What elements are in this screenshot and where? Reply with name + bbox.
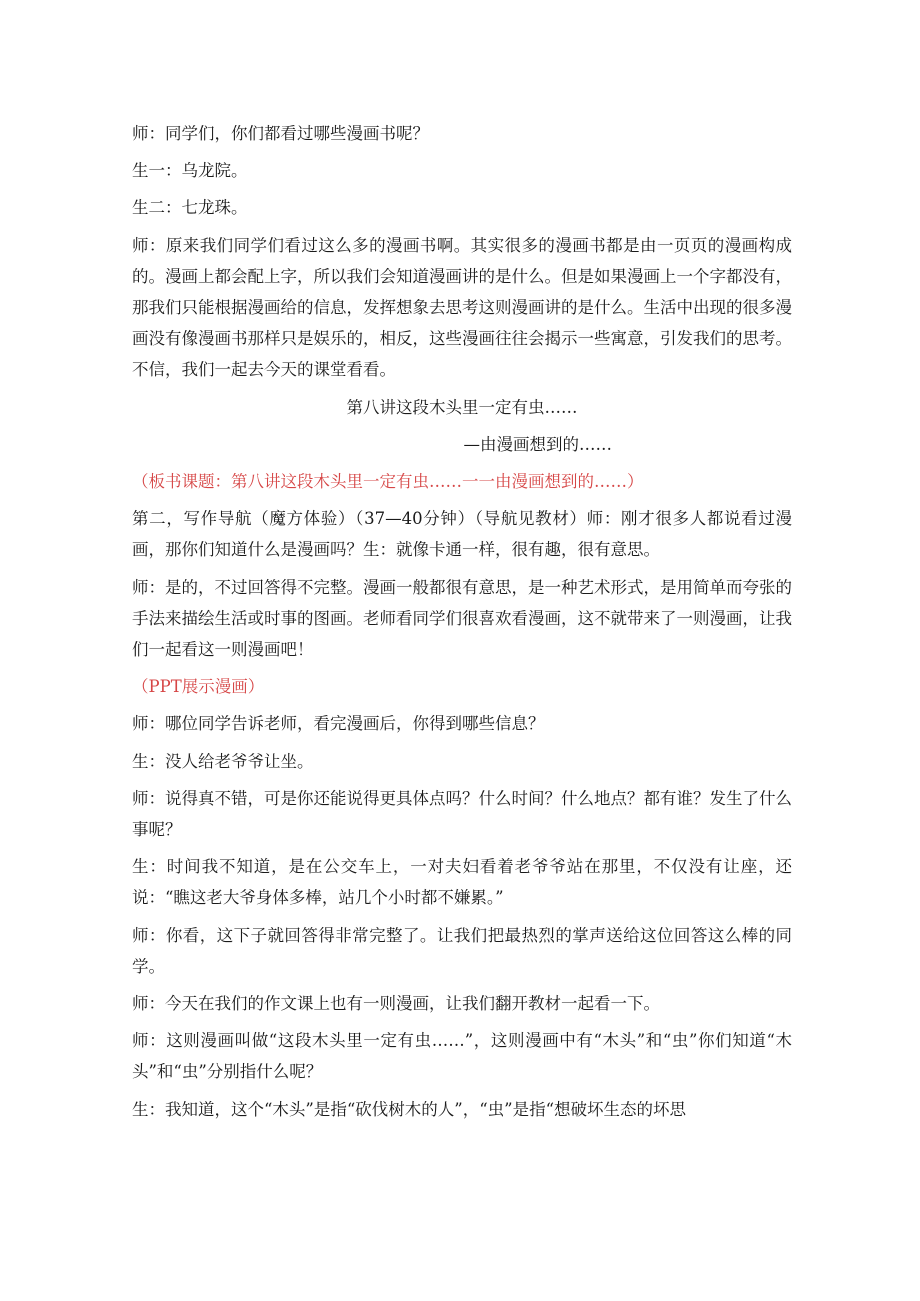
paragraph-teacher-praise: 师：你看，这下子就回答得非常完整了。让我们把最热烈的掌声送给这位回答这么棒的同学。	[132, 925, 792, 976]
lesson-subtitle: —由漫画想到的……	[463, 434, 612, 454]
paragraph-teacher-followup: 师：说得真不错，可是你还能说得更具体点吗？什么时间？什么地点？都有谁？发生了什么事呢？	[132, 788, 792, 840]
paragraph-teacher-question: 师：同学们，你们都看过哪些漫画书呢？	[132, 124, 429, 143]
paragraph-student-answer: 生：没人给老爷爷让坐。	[132, 751, 314, 771]
paragraph-teacher-comic-question: 师：这则漫画叫做“这段木头里一定有虫……”，这则漫画中有“木头”和“虫”你们知道“木头”和“虫”分别指什么呢？	[132, 1031, 792, 1082]
paragraph-student-explanation: 生：我知道，这个“木头”是指“砍伐树木的人”，“虫”是指“想破坏生态的坏思	[132, 1099, 687, 1119]
board-topic-note: （板书课题：第八讲这段木头里一定有虫……一一由漫画想到的……）	[132, 472, 644, 492]
paragraph-teacher-info-question: 师：哪位同学告诉老师，看完漫画后，你得到哪些信息？	[132, 714, 545, 734]
paragraph-teacher-textbook: 师：今天在我们的作文课上也有一则漫画，让我们翻开教材一起看一下。	[132, 994, 660, 1014]
paragraph-writing-guide: 第二，写作导航（魔方体验）（37—40分钟）（导航见教材）师：刚才很多人都说看过漫画，那你们知道什么是漫画吗？生：就像卡通一样，很有趣，很有意思。	[132, 509, 792, 560]
paragraph-student-one: 生一：乌龙院。	[132, 161, 248, 181]
lesson-transcript	[132, 118, 792, 1131]
paragraph-comic-definition: 师：是的，不过回答得不完整。漫画一般都很有意思，是一种艺术形式，是用简单而夸张的手法来描绘生活或时事的图画。老师看同学们很喜欢看漫画，这不就带来了一则漫画，让我们一起看这一则漫画吧！	[132, 577, 792, 660]
ppt-note: （PPT展示漫画）	[132, 677, 265, 697]
paragraph-student-two: 生二：七龙珠。	[132, 198, 248, 218]
lesson-title: 第八讲这段木头里一定有虫……	[346, 397, 578, 417]
paragraph-teacher-intro: 师：原来我们同学们看过这么多的漫画书啊。其实很多的漫画书都是由一页页的漫画构成的。漫画上都会配上字，所以我们会知道漫画讲的是什么。但是如果漫画上一个字都没有，那我们只能根据漫画给的信息，发挥想象去思考这则漫画讲的是什么。生活中出现的很多漫画没有像漫画书那样只是娱乐的，相反，这些漫画往往会揭示一些寓意，引发我们的思考。不信，我们一起去今天的课堂看看。	[132, 235, 792, 380]
paragraph-student-detail: 生：时间我不知道，是在公交车上，一对夫妇看着老爷爷站在那里，不仅没有让座，还说：“瞧这老大爷身体多棒，站几个小时都不嫌累。”	[132, 857, 792, 908]
